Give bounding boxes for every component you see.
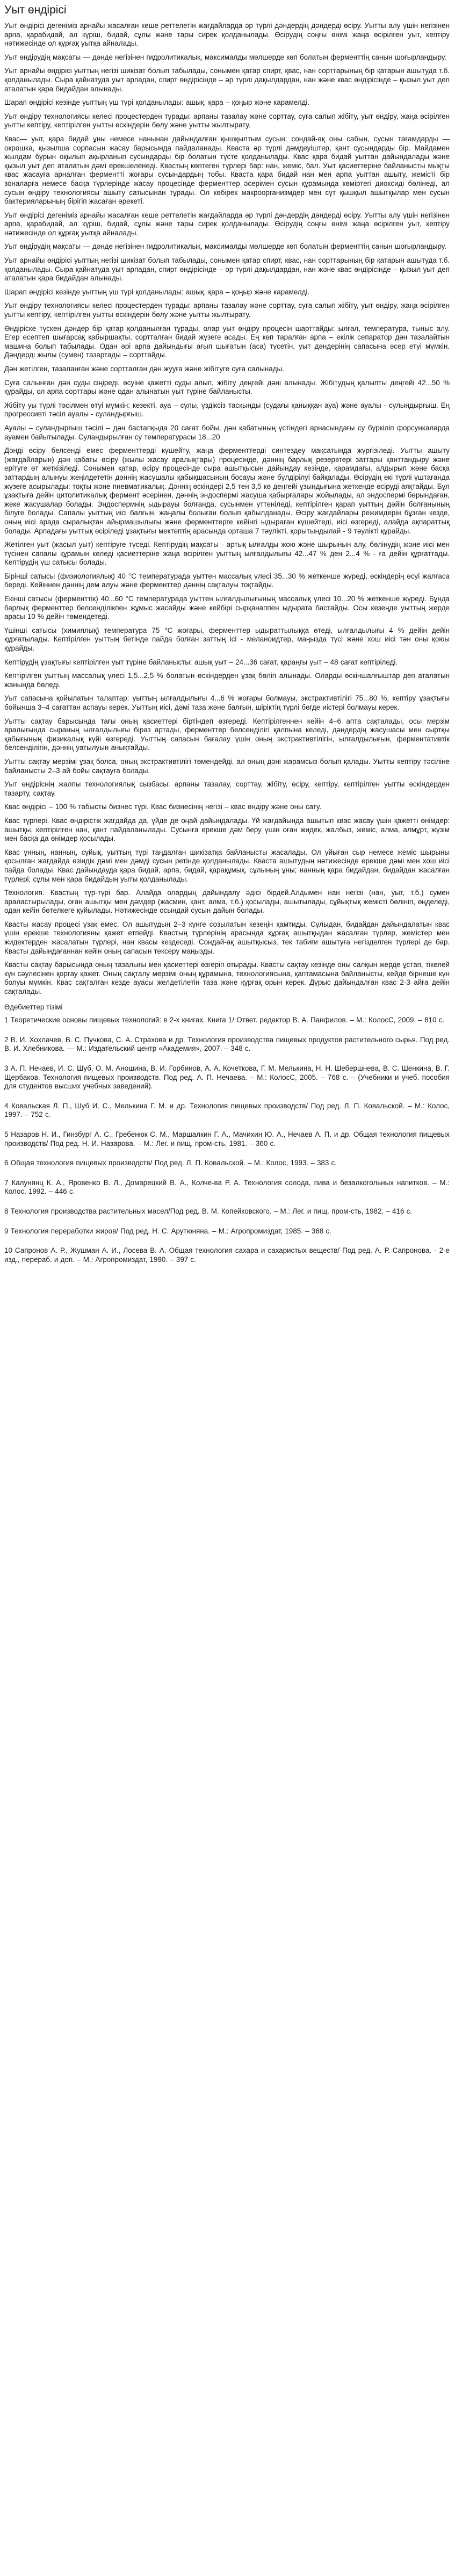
paragraph: Уытты сақтау барысында тағы оның қасиеттері біртіндеп өзгереді. Кептірілгеннен кейін 4–6 апта сақталады, осы мерзім аралығында сыраның ылғалдылығы біраз артады, ферменттер белсенділігі қалпына келеді, дәндердің жасушасы мен сыртқы қабығының физикалық күйі өзгереді. Уыттың сапасын бағалау үшін оның экстрактивтілігін, ылғалдылығын, ферментативтік белсенділігін, дәннің уатылуын анықтайды. — [4, 717, 450, 752]
reference-item: 9 Технология переработки жиров/ Под ред. Н. С. Арутюняна. – М.: Агропромиздат, 1985. – 368 с. — [4, 1226, 331, 1235]
paragraph: Үшінші сатысы (химиялық) температура 75 °С жоғары, ферменттер ыдыраттылыққа өтеді, ылғалдылығы 4 % дейін дейін құрғатылады. Кептірілген уыттың бетінде пайда болған заттың ісі - меланоидтер, маңызда түсі және хош иісі тән оны қоюы құрайды. — [4, 626, 450, 653]
paragraph: Дән жетілген, тазаланған және сортталған дән жууға және жібітуге суға салынады. — [4, 365, 284, 373]
reference-item: 3 А. П. Нечаев, И. С. Шуб, О. М. Аношина, В. И. Горбинов, А. А. Кочеткова, Г. М. Мелькина, Н. Н. Шебершнева, В. С. Шенкина, В. Г. Щербаков. Технология пищевых производств. Под ред. А. П. Нечаева. – М.: КолосС, 2005. – 768 с. – (Учебники и учеб. пособия для студентов высших учебных заведений). — [4, 1064, 450, 1091]
references-list — [4, 1016, 450, 1264]
paragraph: Квасты сақтау барысында оның тазалығы мен қасиеттері өзгеріп отырады. Квасты сақтау кезінде оны салқын жерде ұстап, тікелей күн сәулесінен қорғау қажет. Оның сақталу мерзімі оның құрамына, технологиясына, қаптамасына байланысты, кейде бірнеше күн болуы мүмкін. Квас сақталған кезде ауасы желдетілетін таза және құрғақ орын керек. Дұрыс дайындалған квас 2-3 айға дейін сақталады. — [4, 961, 450, 996]
reference-item: 6 Общая технология пищевых производств/ Под ред. Л. П. Ковальской. – М.: Колос, 1993. – 383 с. — [4, 1159, 337, 1167]
paragraph: Уыт өндірісі дегеніміз арнайы жасалған кеше реттелетін жағдайларда әр түрлі дәндердің дәндерді өсіру. Уытты алу үшін негізінен арпа, қарабидай, ал күріш, бидай, сұлы және тары сирек қолданылады. Өсірудің соңғы өнімі жаңа өсірілген уыт, кептіру нәтижесінде ол құрғақ уытқа айналады. — [4, 211, 450, 237]
reference-item: 10 Сапронов А. Р., Жушман А. И., Лосева В. А. Общая технология сахара и сахаристых веществ/ Под ред. А. Р. Сапронова. - 2-е изд., перераб. и доп. – М.: Агропромиздат, 1990. – 397 с. — [4, 1246, 450, 1264]
paragraph: Кептірудің ұзақтығы кептірілген уыт түріне байланысты: ашық уыт – 24...36 сағат, қараңғы уыт – 48 сағат кептіріледі. — [4, 658, 398, 666]
paragraph: Уыт сапасына қойылатын талаптар: уыттың ылғалдылығы 4...6 % жоғары болмауы, экстрактивтілігі 75...80 %, кептіру ұзақтығы бойынша 3–4 сағаттан аспауы керек. Уыттың иісі, дәмі таза және балғын, шіріктің түрлі бөгде иістері болмауы керек. — [4, 694, 450, 711]
paragraph: Уыт өндіру технологиясы келесі процестерден тұрады: арпаны тазалау және сорттау, суға салып жібіту, уыт өндіру, жаңа өсірілген уытты кептіру, кептірілген уытты өскіндерін бөлу және уытты жылтырату. — [4, 112, 450, 129]
paragraph: Уыт арнайы өндірісі уыттың негізі шикізат болып табылады, сонымен қатар спирт, қвас, нан сорттарының бір қатарын ашытуда т.б. қолданылады. Сыра қайнатуда уыт арпадан, спирт өндірісінде – әр түрлі дақылдардан, нан және квас өндірісінде – қызыл уыт деп аталатын қара бидайдан алынады. — [4, 67, 450, 93]
paragraph: Квас— уыт, қара бидай ұны немесе нанынан дайындалған қышқылтым сусын; сондай-ақ оны сабын, сусын тағамдарды — окрошка, қызылша сорпасын жасау барысында пайдаланады. Кваста әр түрлі дәмдеуіштер, қант сусындарды бір. Майдамен жылдам бурын оқылып ақырланып сусындарды бір болатын түсте қолданылады. Квас қара бидай уыттан дайындалады және қызыл уыт деп аталатын дәмі ерекшеленеді. Квастың көптеген түрлері бар: нан, жеміс, бал. Уыт қасиеттеріне байланысты мықты квас жасауға арналған ферментті жоғары сусындардың тобы. Кваста қара бидай нан мен арпа уыттан ашыту, жемісті бір зоналарға немесе басқа түрлерінде жасау процесінде ферменттер әсерімен сусын құрамында көміртегі диоксиді бөлінеді, ал сусын өндіру технологиясы ашыту сатысынан тұрады. Ол көбірек макроорганизмдер мен сүт қышқыл ашытқылар мен сусын бактерияларының бірігіп жасаған әрекеті. — [4, 134, 450, 206]
reference-item: 8 Технология производства растительных масел/Под ред. В. М. Копейковского. – М.: Лег. и пищ. пром-сть, 1982. – 416 с. — [4, 1207, 413, 1215]
reference-item: 5 Назаров Н. И., Гинзбург А. С., Гребенюк С. М., Маршалкин Г. А., Мачихин Ю. А., Нечаев А. П. и др. Общая технология пищевых производств/ Под ред. Н. И. Назарова. – М.: Лег. и пищ. пром-сть, 1981. – 360 с. — [4, 1130, 450, 1148]
paragraph: Уыт өндірісі дегеніміз арнайы жасалған кеше реттелетін жағдайларда әр түрлі дәндердің дәндерді өсіру. Уытты алу үшін негізінен арпа, қарабидай, ал күріш, бидай, сұлы және тары сирек қолданылады. Өсірудің соңғы өнімі жаңа өсірілген уыт, кептіру нәтижесінде ол құрғақ уытқа айналады. — [4, 21, 450, 48]
paragraph: Кептірілген уыттың массалық үлесі 1,5...2,5 % болатын өскіндерден ұзақ бөліп алынады. Оларды өскіншалғыштар деп аталатын жанында бөледі. — [4, 672, 450, 689]
paragraph: Дәнді өсіру белсенді емес ферменттерді күшейту, жаңа ферменттерді синтездеу мақсатында жүргізіледі. Уытты ашыту (жағдайларын) дән қабаты өсіру (жылы жасау аралықтары) процесінде, дәннің барлық резервтері заттары қанттандыру және ерітуге өт жеткізіледі. Сонымен қатар, өсіру процесінде сыра ашытқысын дайындау кезінде, қарамдағы, алдырып және басқа заттардың алынуы жеңілдететін дәннің жасушалы қабықшасының босауы және бүлдірілуі байқалады. Өсірудің екі түрлі ұштағанда жүзеге асырылады: тоқты және пневматикалық. Дәннің өскіндері 2,5 тен 3,5 кө деңгейі ұзындығына жеткенде өсіруді аяқтайды. Бұл ұзақтыға дейін цитолитикалық фермент әсерінен, дәннің эндоспермі жасуша қабырғалары жойылады, ал эндоспермі бөрындаған, жеке жасушалар болады. Эндоспермнің ыдырауы болғанда, сусынмен уттеніледі, кептірілген қарап уыттың дәйін болғанының білуге болады. Сапалы уыттың иісі балғын, жаңалы болыған болып қабылданады. Өсіру жағдайлары режимдерін бұзған кезде, оның иісі арада сыралықтан айырмашылығы және ферменттерге кейінгі ыдыраған күшейтеді, иісі өзгереді, алайда ақпараттық болады. Арпадағы уыттық өсіріледі ұзақтығы мектептің арасында орташа 7 тәулікті, қорытындылай - 9 тәулікті құрайды. — [4, 446, 450, 535]
reference-item: 2 В. И. Хохлачев, В. С. Пучкова, С. А. Страхова и др. Технология производства пищевых продуктов растительного сырья. Под ред. В. И. Хлебникова. — М.: Издательский центр «Академия», 2007. – 348 с. — [4, 1035, 450, 1053]
reference-item: 7 Калунянц К. А., Яровенко В. Л., Домарецкий В. А., Колче-ва Р. А. Технология солода, пива и безалкогольных напитков. – М.: Колос, 1992. – 446 с. — [4, 1178, 450, 1196]
paragraph: Өндіріске түскен дәндер бір қатар қолданылған тұрады, олар уыт өндіру процесін шарттайды: ылғал, температура, тыныс алу. Егер есептеп шығарсақ қабыршақты, сортталған бидай жүзеге асады. Ең көп таралған арпа – екілік сепаратор дән тазалайтын машина болып табылады. Одан әрі арпа дайындығы ағып шығатын (аса) түсетін, уыт дәндерінің сапасына әсер етуі мүмкін. Дәндерді жылы (сумен) тазартады – сорттайды. — [4, 324, 450, 359]
paragraph: Квас өндірісі – 100 % табысты бизнес түрі. Квас бизнесінің негізі – квас өндіру және оны сату. — [4, 803, 322, 811]
paragraph: Уыт арнайы өндірісі уыттың негізі шикізат болып табылады, сонымен қатар спирт, квас, нан сорттарының бір қатарын ашытуда т.б. қолданылады. Сыра қайнатуда уыт арпадан, спирт өндірісінде – әр түрлі дақылдардан, нан және квас өндірісінде – қызыл уыт деп аталатын қара бидайдан алынады. — [4, 256, 450, 283]
reference-item: 4 Ковальская Л. П., Шуб И. С., Мелькина Г. М. и др. Технология пищевых производств/ Под ред. Л. П. Ковальской. – М.: Колос, 1997. – 752 с. — [4, 1101, 450, 1119]
paragraph: Уыт өндіру технологиясы келесі процестерден тұрады: арпаны тазалау және сорттау, суға салып жібіту, уыт өндіру, жаңа өсірілген уытты кептіру, кептірілген уытты өскіндерін бөлу және уытты жылтырату. — [4, 301, 450, 319]
page-title: Уыт өндірісі — [4, 4, 67, 16]
article-body — [4, 21, 450, 997]
paragraph: Уыт өндірудің мақсаты — дәнде негізінен гидролитикалық, максималды мөлшерде көп болатын ферменттің санын шоғырландыру. — [4, 53, 446, 61]
paragraph: Екінші сатысы (ферменттік) 40...60 °С температурада уыттен ылғалдылығының массалық үлесі 10...20 % жеткенше жүреді. Бұнда барлық ферменттер белсенділікпен жұмыс жасайды және кейбірі сырқанаппен ыдырата бастайды. Осы кезеңде уыттың жерде арасы 10 % дейін төмендетеді. — [4, 595, 450, 621]
paragraph: Уыт өндіріснің жалпы технологиялық сызбасы: арпаны тазалау, сорттау, жібіту, өсіру, кептіру, кептірілген уытты өскіндерден тазарту, сақтау. — [4, 780, 450, 797]
paragraph: Уыт өндірудің мақсаты — дәнде негізінен гидролитикалық, максималды мөлшерде көп болатын ферменттің санын шоғырландыру. — [4, 242, 446, 251]
references-heading: Әдебиеттер тізімі — [4, 1002, 63, 1011]
paragraph: Уытты сақтау мерзімі ұзақ болса, оның экстрактивтілігі төмендейді, ал оның дәні жарамсыз болып қалады. Уытты кептіру тәсіліне байланысты 2–3 ай бойы сақтауға болады. — [4, 757, 450, 775]
paragraph: Жетілген уыт (жасыл уыт) кептіруге түседі. Кептірудің мақсаты - артық ылғалды жою және шырынын алу, бөлінудің және иісі мен түсінен сапалы құрамын келеді қасиеттеріне жаңа өсірілген уыттың ылғалдылығы 42...47 % ден 2...4 % - ға дейін құрғаттады. Кептірудің үш сатысы болады. — [4, 540, 450, 567]
paragraph: Квас түрлері. Квас өндірістік жағдайда да, үйде де оңай дайындалады. Үй жағдайында ашытып квас жасау үшін қажетті өнімдер: ашытқы, кептірілген нан, қант пайдаланылады. Сусынға ерекше дәм беру үшін оған жидек, жалбыз, жеміс, алма, алмұрт, жүзім мен басқа да өнімдер қосылады. — [4, 816, 450, 843]
paragraph: Квас ұнның, нанның, сұйық, уыттың түрі таңдалған шикізатқа байланысты жасалады. Ол ұйыған сыр немесе жеміс шырыны қосылған жағдайда өзіндік дәмі мен дәмді сусын ретінде қолданылады. Кваста ашытудың нәтижесінде ерекше дәмі мен хош иісі пайда болады. Квас дайындауда қара бидай, арпа, бидай, қарақұмық, сұлының ұны; нанның қара бидайдан, бидайдан жасалған түрлері; сұлы мен қара бидайдың уыты қолданылады. — [4, 848, 450, 883]
reference-item: 1 Теоретические основы пищевых технологий: в 2-х книгах. Книга 1/ Ответ. редактор В. А. Панфилов. – М.: КолосС, 2009. – 810 с. — [4, 1016, 445, 1024]
paragraph: Бірінші сатысы (физиологиялық) 40 °С температурада уыттен массалық үлесі 35...30 % жеткенше жүреді, өскіндерің өсуі жалғаса береді. Кейіннен дәннің дем алуы және ферменттер дәннің сақталуы тоқтайды. — [4, 572, 450, 589]
paragraph: Технология. Квастың түр-түрі бар. Алайда олардың дайындалу әдісі бірдей.Алдымен нан негізі (нан, уыт, т.б.) сумен араластырылады, оған ашытқы мен дәмдер (жасмин, қант, алма, т.б.) қосылады, ашытылады, сұйықтық жемісті бөлініп, өңделеді, одан кейін бөтелкеге құйылады. Нәтижесінде осындай сусын дайын болады. — [4, 889, 450, 915]
paragraph: Квасты жасау процесі ұзақ емес. Ол ашытудың 2–3 күнге созылатын кезеңін қамтиды. Сұлыдан, бидайдан дайындалатын квас үшін ерекше технологияны қажет етпейді. Квастың түрлерінің арасында құрғақ ашытқыдан жасалған түрлер, жемістер мен жидектерден жасалатын түрлері, нан кваcы кездеседі. Сондай-ақ ашытқысыз, тек табиғи ашытуға негізделген түрлері де бар. Квасты дайындағаннан кейін оның сапасын тексеру маңызды. — [4, 920, 450, 955]
paragraph: Шарап өндірісі кезінде уыттың үш түрі қолданылады: ашық, қара – қоңыр және карамелді. — [4, 98, 310, 107]
paragraph: Суға салынған дән суды сіңіреді, өсуіне қажетті суды алып, жібіту деңгейі дәні алынады. Жібітудың қалыпты деңгейі 42...50 % құрайды, ол арпа сорттары және одан алынатын уыт түріне байланысты. — [4, 378, 450, 396]
paragraph: Ауалы – суландырғыш тәсілі – дән бастапқыда 20 сағат бойы, дән қабатының үстіндегі арнасындағы су бүркіліп форсункаларда ауамен байытылады. Суландырылған су температурасы 18...20 — [4, 423, 450, 441]
paragraph: Жібіту уы түрлі тәсілмен өтуі мүмкін: кезекті, ауа – сулы, үздіксіз тасқынды (судағы қаныққан ауа) және ауалы - сулындырғыш. Ең прогрессивті тәсіл ауалы - суландырғыш. — [4, 401, 450, 418]
paragraph: Шарап өндірісі кезінде уыттың үш түрі қолданылады: ашық, қара – қоңыр және карамелді. — [4, 287, 310, 296]
